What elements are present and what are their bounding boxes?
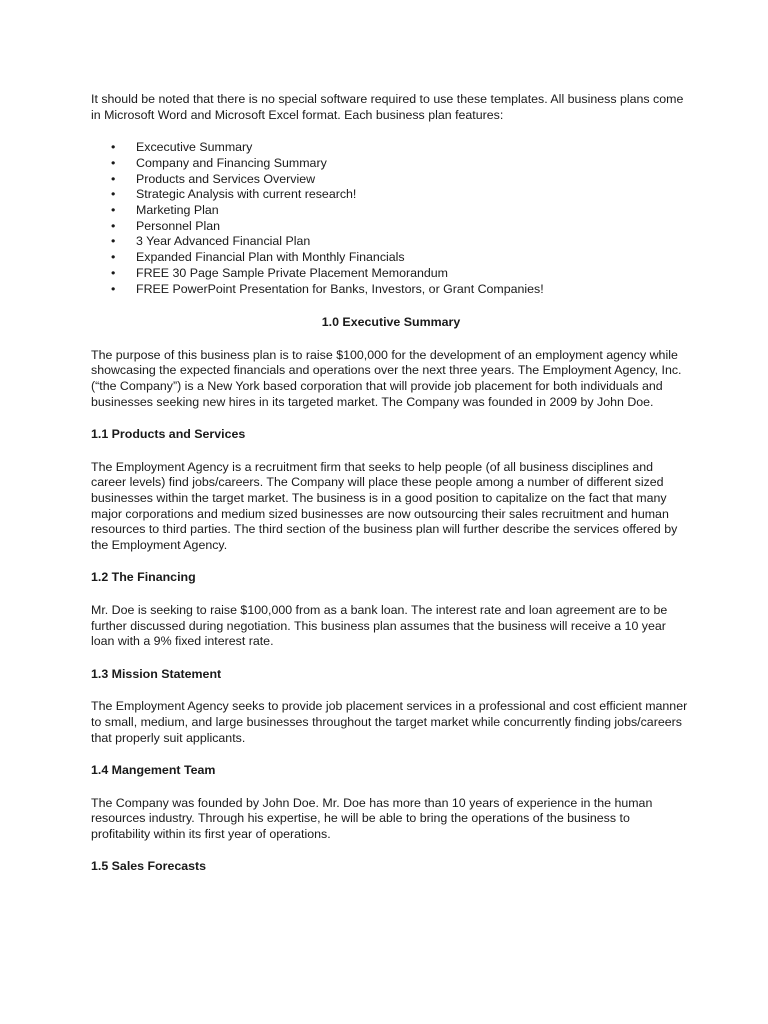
bullet-icon: • (111, 265, 116, 280)
sales-forecasts-heading: 1.5 Sales Forecasts (91, 859, 207, 874)
bullet-icon: • (111, 218, 116, 233)
feature-label: Excecutive Summary (136, 140, 253, 155)
products-services-body: The Employment Agency is a recruitment firm that seeks to help people (of all business disciplines and career levels) find jobs/careers. The Company will place these people among a number of different sized businesses within the target market. The business is in a good position to capitalize on the fact that many major corporations and medium sized businesses are now outsourcing their sales recruitment and human resources to third parties. The third section of the business plan will further describe the services offered by the Employment Agency. (91, 459, 678, 552)
mission-heading: 1.3 Mission Statement (91, 666, 222, 681)
list-item (91, 172, 691, 188)
features-list (91, 140, 691, 297)
list-item (91, 250, 691, 266)
list-item (91, 219, 691, 235)
feature-label: Marketing Plan (136, 203, 219, 217)
feature-label: Expanded Financial Plan with Monthly Financials (136, 250, 405, 265)
list-item (91, 187, 691, 203)
document-page (91, 92, 691, 892)
bullet-icon: • (111, 140, 116, 155)
list-item (91, 140, 691, 156)
feature-label: Personnel Plan (136, 218, 221, 233)
bullet-icon: • (111, 281, 116, 296)
bullet-icon: • (111, 203, 116, 217)
bullet-icon: • (111, 234, 116, 249)
feature-label: FREE 30 Page Sample Private Placement Memorandum (136, 265, 448, 280)
list-item (91, 282, 691, 298)
list-item (91, 203, 691, 219)
products-services-heading: 1.1 Products and Services (91, 427, 246, 442)
intro-paragraph: It should be noted that there is no special software required to use these templates. All business plans come in Microsoft Word and Microsoft Excel format. Each business plan features: (91, 92, 684, 122)
feature-label: Company and Financing Summary (136, 155, 327, 170)
bullet-icon: • (111, 171, 116, 186)
feature-label: 3 Year Advanced Financial Plan (136, 234, 311, 249)
executive-summary-heading: 1.0 Executive Summary (321, 315, 461, 330)
bullet-icon: • (111, 250, 116, 265)
financing-body: Mr. Doe is seeking to raise $100,000 from as a bank loan. The interest rate and loan agreement are to be further discussed during negotiation. This business plan assumes that the business will receive a 10 year loan with a 9% fixed interest rate. (91, 602, 668, 649)
bullet-icon: • (111, 155, 116, 170)
feature-label: Products and Services Overview (136, 171, 316, 186)
feature-label: FREE PowerPoint Presentation for Banks, Investors, or Grant Companies! (136, 281, 544, 296)
list-item (91, 156, 691, 172)
list-item (91, 234, 691, 250)
management-body: The Company was founded by John Doe. Mr. Doe has more than 10 years of experience in the human resources industry. Through his expertise, he will be able to bring the operations of the business to profitability within its first year of operations. (91, 795, 653, 841)
financing-heading: 1.2 The Financing (91, 570, 196, 585)
bullet-icon: • (111, 187, 116, 202)
feature-label: Strategic Analysis with current research! (136, 187, 357, 202)
management-heading: 1.4 Mangement Team (91, 763, 216, 778)
mission-body: The Employment Agency seeks to provide job placement services in a professional and cost efficient manner to small, medium, and large businesses throughout the target market while concurrently finding jobs/careers that properly suit applicants. (91, 699, 688, 745)
list-item (91, 266, 691, 282)
executive-summary-body: The purpose of this business plan is to raise $100,000 for the development of an employment agency while showcasing the expected financials and operations over the next three years. The Employment Agency, Inc. (“the Company”) is a New York based corporation that will provide job placement for both individuals and businesses seeking new hires in its targeted market. The Company was founded in 2009 by John Doe. (91, 347, 682, 409)
